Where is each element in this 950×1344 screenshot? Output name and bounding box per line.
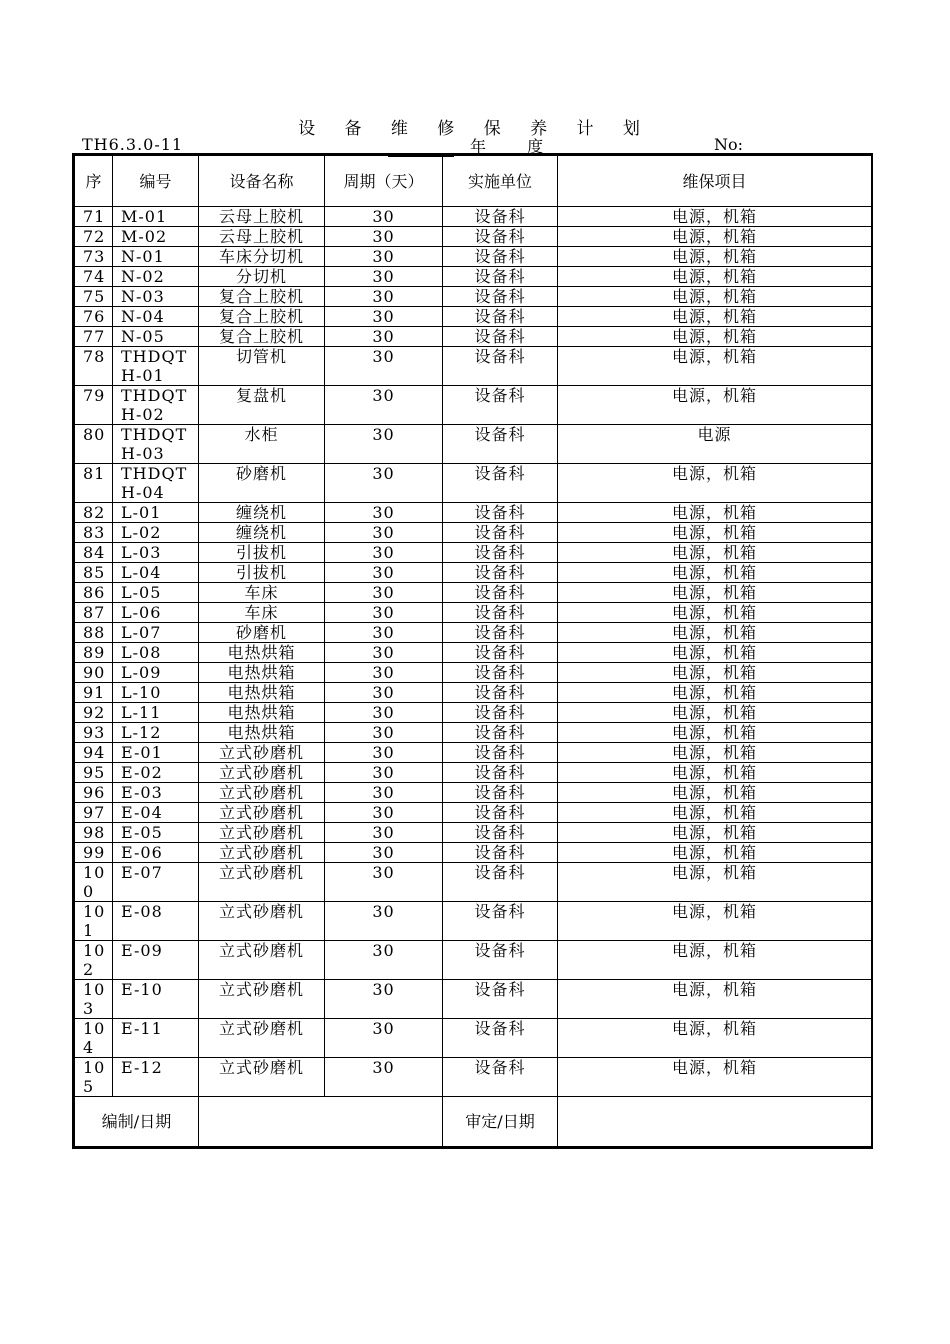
- cell-items: 电源，机箱: [558, 783, 872, 803]
- table-row: [75, 743, 872, 763]
- cell-items: 电源，机箱: [558, 543, 872, 563]
- cell-cycle: 30: [325, 543, 443, 563]
- cell-unit: 设备科: [443, 563, 558, 583]
- table-row: [75, 1058, 872, 1097]
- table-row: [75, 425, 872, 464]
- cell-items: 电源，机箱: [558, 563, 872, 583]
- table-row: [75, 643, 872, 663]
- table-row: [75, 583, 872, 603]
- cell-name: 车床: [199, 603, 325, 623]
- cell-cycle: 30: [325, 247, 443, 267]
- cell-items: 电源，机箱: [558, 227, 872, 247]
- cell-name: 切管机: [199, 347, 325, 386]
- cell-cycle: 30: [325, 207, 443, 227]
- cell-unit: 设备科: [443, 464, 558, 503]
- signature-row: [75, 1097, 872, 1147]
- cell-code: N-05: [113, 327, 199, 347]
- cell-name: 立式砂磨机: [199, 783, 325, 803]
- cell-code: L-03: [113, 543, 199, 563]
- cell-name: 立式砂磨机: [199, 863, 325, 902]
- cell-items: 电源，机箱: [558, 207, 872, 227]
- cell-name: 引拔机: [199, 543, 325, 563]
- cell-seq: 72: [75, 227, 113, 247]
- cell-code: E-03: [113, 783, 199, 803]
- table-row: [75, 603, 872, 623]
- cell-code: L-07: [113, 623, 199, 643]
- cell-cycle: 30: [325, 783, 443, 803]
- cell-seq: 74: [75, 267, 113, 287]
- cell-code: THDQTH-03: [113, 425, 199, 464]
- cell-cycle: 30: [325, 1058, 443, 1097]
- cell-seq: 78: [75, 347, 113, 386]
- table-row: [75, 287, 872, 307]
- cell-items: 电源，机箱: [558, 327, 872, 347]
- cell-cycle: 30: [325, 863, 443, 902]
- cell-cycle: 30: [325, 643, 443, 663]
- cell-seq: 71: [75, 207, 113, 227]
- header-name: 设备名称: [199, 156, 325, 207]
- cell-name: 电热烘箱: [199, 663, 325, 683]
- cell-cycle: 30: [325, 623, 443, 643]
- cell-name: 水柜: [199, 425, 325, 464]
- cell-code: E-06: [113, 843, 199, 863]
- cell-unit: 设备科: [443, 603, 558, 623]
- cell-items: 电源，机箱: [558, 464, 872, 503]
- cell-code: L-12: [113, 723, 199, 743]
- table-row: [75, 683, 872, 703]
- cell-cycle: 30: [325, 603, 443, 623]
- cell-name: 电热烘箱: [199, 723, 325, 743]
- cell-name: 电热烘箱: [199, 643, 325, 663]
- table-row: [75, 563, 872, 583]
- cell-items: 电源，机箱: [558, 663, 872, 683]
- table-row: [75, 723, 872, 743]
- cell-code: N-04: [113, 307, 199, 327]
- cell-code: L-09: [113, 663, 199, 683]
- cell-cycle: 30: [325, 307, 443, 327]
- cell-items: 电源，机箱: [558, 386, 872, 425]
- cell-seq: 95: [75, 763, 113, 783]
- cell-items: 电源，机箱: [558, 347, 872, 386]
- cell-items: 电源，机箱: [558, 287, 872, 307]
- document-code: TH6.3.0-11: [82, 135, 184, 154]
- cell-seq: 91: [75, 683, 113, 703]
- cell-seq: 100: [75, 863, 113, 902]
- cell-unit: 设备科: [443, 863, 558, 902]
- cell-unit: 设备科: [443, 247, 558, 267]
- cell-cycle: 30: [325, 523, 443, 543]
- subheader: [82, 134, 872, 154]
- table-row: [75, 307, 872, 327]
- cell-seq: 99: [75, 843, 113, 863]
- cell-name: 立式砂磨机: [199, 803, 325, 823]
- table-row: [75, 523, 872, 543]
- cell-cycle: 30: [325, 227, 443, 247]
- cell-unit: 设备科: [443, 386, 558, 425]
- header-cycle: 周期（天）: [325, 156, 443, 207]
- cell-unit: 设备科: [443, 307, 558, 327]
- cell-name: 立式砂磨机: [199, 941, 325, 980]
- cell-seq: 87: [75, 603, 113, 623]
- cell-seq: 102: [75, 941, 113, 980]
- cell-items: 电源，机箱: [558, 823, 872, 843]
- cell-name: 电热烘箱: [199, 703, 325, 723]
- table-row: [75, 902, 872, 941]
- cell-items: 电源，机箱: [558, 247, 872, 267]
- cell-cycle: 30: [325, 941, 443, 980]
- cell-items: 电源，机箱: [558, 683, 872, 703]
- cell-items: 电源，机箱: [558, 902, 872, 941]
- cell-cycle: 30: [325, 1019, 443, 1058]
- cell-unit: 设备科: [443, 523, 558, 543]
- cell-name: 砂磨机: [199, 623, 325, 643]
- table-row: [75, 863, 872, 902]
- cell-items: 电源，机箱: [558, 623, 872, 643]
- plan-table-frame: [72, 153, 873, 1149]
- cell-seq: 85: [75, 563, 113, 583]
- cell-seq: 104: [75, 1019, 113, 1058]
- cell-items: 电源，机箱: [558, 723, 872, 743]
- cell-items: 电源，机箱: [558, 503, 872, 523]
- cell-items: 电源，机箱: [558, 703, 872, 723]
- cell-seq: 88: [75, 623, 113, 643]
- cell-name: 立式砂磨机: [199, 902, 325, 941]
- table-row: [75, 663, 872, 683]
- header-items: 维保项目: [558, 156, 872, 207]
- cell-seq: 79: [75, 386, 113, 425]
- cell-name: 电热烘箱: [199, 683, 325, 703]
- approved-label: 审定/日期: [443, 1097, 558, 1147]
- header-code: 编号: [113, 156, 199, 207]
- table-row: [75, 327, 872, 347]
- cell-code: L-04: [113, 563, 199, 583]
- cell-code: L-11: [113, 703, 199, 723]
- cell-seq: 76: [75, 307, 113, 327]
- cell-name: 复合上胶机: [199, 287, 325, 307]
- cell-items: 电源，机箱: [558, 643, 872, 663]
- cell-unit: 设备科: [443, 980, 558, 1019]
- cell-unit: 设备科: [443, 327, 558, 347]
- cell-unit: 设备科: [443, 503, 558, 523]
- table-row: [75, 941, 872, 980]
- table-body: [75, 207, 872, 1097]
- cell-code: N-01: [113, 247, 199, 267]
- cell-seq: 101: [75, 902, 113, 941]
- cell-unit: 设备科: [443, 583, 558, 603]
- cell-seq: 81: [75, 464, 113, 503]
- table-row: [75, 347, 872, 386]
- cell-cycle: 30: [325, 583, 443, 603]
- table-row: [75, 1019, 872, 1058]
- cell-unit: 设备科: [443, 425, 558, 464]
- cell-items: 电源，机箱: [558, 1058, 872, 1097]
- cell-code: N-03: [113, 287, 199, 307]
- document-title: 设 备 维 修 保 养 计 划: [298, 119, 652, 139]
- table-row: [75, 464, 872, 503]
- cell-seq: 96: [75, 783, 113, 803]
- cell-name: 立式砂磨机: [199, 1058, 325, 1097]
- cell-items: 电源，机箱: [558, 863, 872, 902]
- cell-cycle: 30: [325, 327, 443, 347]
- cell-name: 云母上胶机: [199, 227, 325, 247]
- cell-unit: 设备科: [443, 703, 558, 723]
- cell-code: E-10: [113, 980, 199, 1019]
- cell-seq: 89: [75, 643, 113, 663]
- cell-unit: 设备科: [443, 941, 558, 980]
- cell-code: E-02: [113, 763, 199, 783]
- cell-name: 立式砂磨机: [199, 743, 325, 763]
- header-unit: 实施单位: [443, 156, 558, 207]
- cell-cycle: 30: [325, 803, 443, 823]
- cell-code: L-05: [113, 583, 199, 603]
- cell-items: 电源: [558, 425, 872, 464]
- cell-seq: 98: [75, 823, 113, 843]
- cell-items: 电源，机箱: [558, 763, 872, 783]
- cell-unit: 设备科: [443, 643, 558, 663]
- table-row: [75, 543, 872, 563]
- cell-name: 车床分切机: [199, 247, 325, 267]
- cell-seq: 105: [75, 1058, 113, 1097]
- cell-name: 立式砂磨机: [199, 763, 325, 783]
- year-label: 年 度: [470, 137, 562, 156]
- cell-code: M-02: [113, 227, 199, 247]
- maintenance-plan-table: [74, 155, 872, 1147]
- table-row: [75, 623, 872, 643]
- cell-unit: 设备科: [443, 543, 558, 563]
- table-row: [75, 823, 872, 843]
- cell-unit: 设备科: [443, 843, 558, 863]
- cell-cycle: 30: [325, 563, 443, 583]
- cell-code: THDQTH-01: [113, 347, 199, 386]
- cell-code: L-10: [113, 683, 199, 703]
- cell-seq: 92: [75, 703, 113, 723]
- cell-code: E-07: [113, 863, 199, 902]
- cell-unit: 设备科: [443, 287, 558, 307]
- cell-name: 砂磨机: [199, 464, 325, 503]
- cell-cycle: 30: [325, 347, 443, 386]
- cell-name: 引拔机: [199, 563, 325, 583]
- cell-cycle: 30: [325, 980, 443, 1019]
- cell-code: E-01: [113, 743, 199, 763]
- cell-cycle: 30: [325, 267, 443, 287]
- cell-name: 复盘机: [199, 386, 325, 425]
- cell-name: 复合上胶机: [199, 327, 325, 347]
- cell-cycle: 30: [325, 464, 443, 503]
- cell-seq: 73: [75, 247, 113, 267]
- cell-unit: 设备科: [443, 1019, 558, 1058]
- cell-cycle: 30: [325, 287, 443, 307]
- cell-items: 电源，机箱: [558, 603, 872, 623]
- cell-seq: 82: [75, 503, 113, 523]
- cell-name: 立式砂磨机: [199, 823, 325, 843]
- cell-cycle: 30: [325, 823, 443, 843]
- cell-code: L-02: [113, 523, 199, 543]
- cell-items: 电源，机箱: [558, 980, 872, 1019]
- cell-unit: 设备科: [443, 803, 558, 823]
- number-label: No:: [714, 135, 744, 154]
- cell-cycle: 30: [325, 386, 443, 425]
- cell-cycle: 30: [325, 763, 443, 783]
- cell-code: L-06: [113, 603, 199, 623]
- header-seq: 序: [75, 156, 113, 207]
- approved-signature-cell[interactable]: [558, 1097, 872, 1147]
- table-row: [75, 980, 872, 1019]
- cell-items: 电源，机箱: [558, 523, 872, 543]
- cell-unit: 设备科: [443, 723, 558, 743]
- cell-name: 复合上胶机: [199, 307, 325, 327]
- cell-cycle: 30: [325, 723, 443, 743]
- cell-unit: 设备科: [443, 347, 558, 386]
- cell-items: 电源，机箱: [558, 307, 872, 327]
- cell-seq: 86: [75, 583, 113, 603]
- cell-items: 电源，机箱: [558, 1019, 872, 1058]
- cell-name: 缠绕机: [199, 523, 325, 543]
- cell-unit: 设备科: [443, 227, 558, 247]
- cell-cycle: 30: [325, 843, 443, 863]
- cell-items: 电源，机箱: [558, 583, 872, 603]
- cell-unit: 设备科: [443, 1058, 558, 1097]
- cell-items: 电源，机箱: [558, 803, 872, 823]
- cell-seq: 77: [75, 327, 113, 347]
- cell-cycle: 30: [325, 743, 443, 763]
- cell-name: 分切机: [199, 267, 325, 287]
- cell-unit: 设备科: [443, 783, 558, 803]
- table-row: [75, 703, 872, 723]
- cell-code: N-02: [113, 267, 199, 287]
- cell-items: 电源，机箱: [558, 743, 872, 763]
- cell-seq: 93: [75, 723, 113, 743]
- cell-code: M-01: [113, 207, 199, 227]
- cell-seq: 94: [75, 743, 113, 763]
- cell-seq: 103: [75, 980, 113, 1019]
- cell-unit: 设备科: [443, 207, 558, 227]
- cell-code: L-08: [113, 643, 199, 663]
- cell-seq: 97: [75, 803, 113, 823]
- cell-cycle: 30: [325, 683, 443, 703]
- cell-items: 电源，机箱: [558, 267, 872, 287]
- cell-code: THDQTH-04: [113, 464, 199, 503]
- cell-unit: 设备科: [443, 683, 558, 703]
- cell-name: 立式砂磨机: [199, 1019, 325, 1058]
- cell-code: E-12: [113, 1058, 199, 1097]
- cell-code: E-09: [113, 941, 199, 980]
- table-row: [75, 503, 872, 523]
- table-row: [75, 386, 872, 425]
- cell-code: L-01: [113, 503, 199, 523]
- cell-unit: 设备科: [443, 267, 558, 287]
- table-row: [75, 207, 872, 227]
- prepared-label: 编制/日期: [75, 1097, 199, 1147]
- cell-seq: 83: [75, 523, 113, 543]
- cell-items: 电源，机箱: [558, 941, 872, 980]
- table-row: [75, 763, 872, 783]
- cell-name: 立式砂磨机: [199, 843, 325, 863]
- cell-unit: 设备科: [443, 623, 558, 643]
- cell-code: E-05: [113, 823, 199, 843]
- cell-cycle: 30: [325, 902, 443, 941]
- cell-seq: 90: [75, 663, 113, 683]
- table-row: [75, 267, 872, 287]
- cell-cycle: 30: [325, 503, 443, 523]
- cell-unit: 设备科: [443, 743, 558, 763]
- cell-code: E-04: [113, 803, 199, 823]
- cell-unit: 设备科: [443, 823, 558, 843]
- cell-unit: 设备科: [443, 763, 558, 783]
- table-row: [75, 247, 872, 267]
- table-row: [75, 227, 872, 247]
- cell-name: 车床: [199, 583, 325, 603]
- cell-seq: 84: [75, 543, 113, 563]
- prepared-signature-cell[interactable]: [199, 1097, 443, 1147]
- cell-name: 缠绕机: [199, 503, 325, 523]
- cell-code: E-08: [113, 902, 199, 941]
- table-row: [75, 803, 872, 823]
- cell-code: E-11: [113, 1019, 199, 1058]
- cell-seq: 75: [75, 287, 113, 307]
- cell-name: 云母上胶机: [199, 207, 325, 227]
- cell-code: THDQTH-02: [113, 386, 199, 425]
- cell-name: 立式砂磨机: [199, 980, 325, 1019]
- table-row: [75, 783, 872, 803]
- cell-unit: 设备科: [443, 663, 558, 683]
- cell-items: 电源，机箱: [558, 843, 872, 863]
- table-header-row: [75, 156, 872, 207]
- cell-seq: 80: [75, 425, 113, 464]
- cell-unit: 设备科: [443, 902, 558, 941]
- cell-cycle: 30: [325, 663, 443, 683]
- cell-cycle: 30: [325, 425, 443, 464]
- table-row: [75, 843, 872, 863]
- cell-cycle: 30: [325, 703, 443, 723]
